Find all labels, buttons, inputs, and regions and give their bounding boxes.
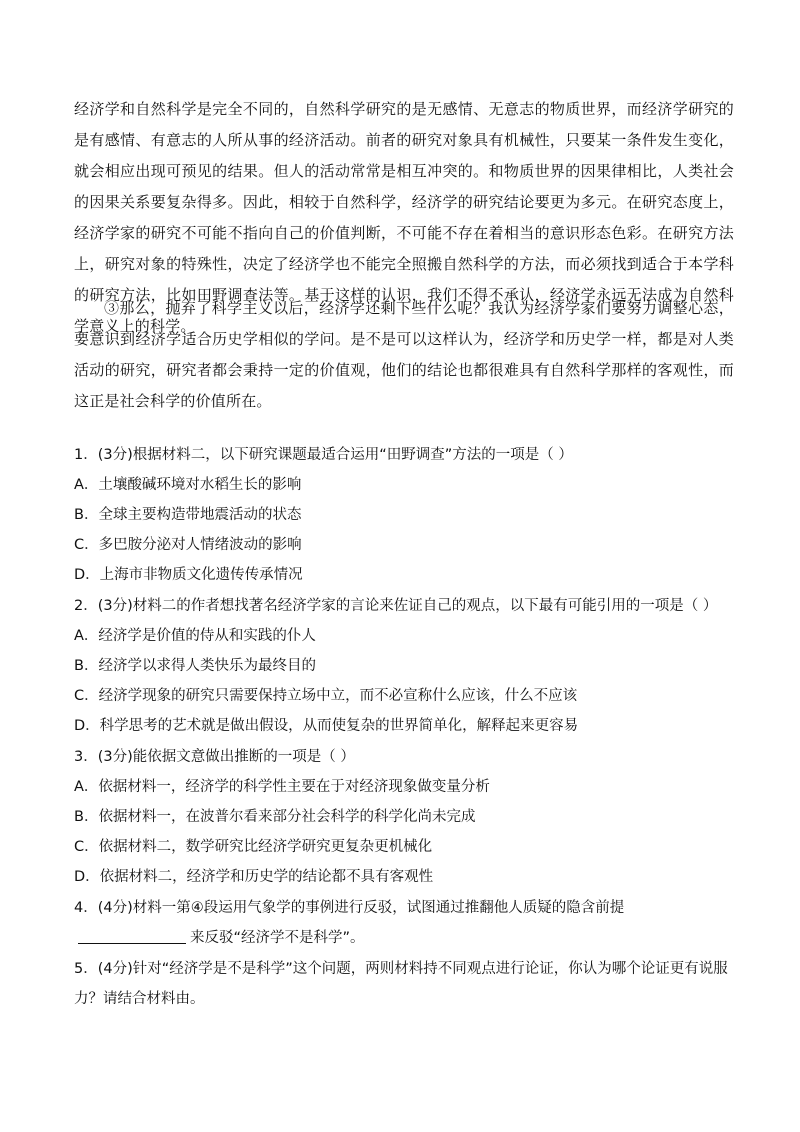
question-1-option-c: C．多巴胺分泌对人情绪波动的影响 — [74, 537, 302, 553]
question-3-option-a: A．依据材料一，经济学的科学性主要在于对经济现象做变量分析 — [74, 779, 490, 795]
answer-blank[interactable] — [78, 925, 186, 944]
question-5 — [74, 954, 734, 1014]
question-3-stem: 3．(3分)能依据文意做出推断的一项是（ ） — [74, 749, 355, 765]
question-1-option-a: A．土壤酸碱环境对水稻生长的影响 — [74, 477, 302, 493]
question-1-option-d: D．上海市非物质文化遗传传承情况 — [74, 567, 303, 583]
question-2-option-c: C．经济学现象的研究只需要保持立场中立，而不必宣称什么应该，什么不应该 — [74, 688, 578, 704]
question-5-text: 5．(4分)针对“经济学是不是科学”这个问题，两则材料持不同观点进行论证，你认为哪个论证更有说服力？请结合材料由。 — [74, 961, 728, 1007]
question-1-stem: 1．(3分)根据材料二，以下研究课题最适合运用“田野调查”方法的一项是（ ） — [74, 447, 573, 463]
question-1-option-b: B．全球主要构造带地震活动的状态 — [74, 507, 302, 523]
question-2-option-a: A．经济学是价值的侍从和实践的仆人 — [74, 628, 316, 644]
question-3-option-d: D．依据材料二，经济学和历史学的结论都不具有客观性 — [74, 869, 434, 885]
question-4-part-1: 4．(4分)材料一第④段运用气象学的事例进行反驳，试图通过推翻他人质疑的隐含前提 — [74, 900, 625, 916]
question-4 — [74, 893, 734, 953]
question-2-option-b: B．经济学以求得人类快乐为最终目的 — [74, 658, 316, 674]
passage-paragraph-1: 经济学和自然科学是完全不同的，自然科学研究的是无感情、无意志的物质世界，而经济学研究的是有感情、有意志的人所从事的经济活动。前者的研究对象具有机械性，只要某一条件发生变化，就会相应出现可预见的结果。但人的活动常常是相互冲突的。和物质世界的因果律相比，人类社会的因果关系要复杂得多。因此，相较于自然科学，经济学的研究结论要更为多元。在研究态度上，经济学家的研究不可能不指向自己的价值判断，不可能不存在着相当的意识形态色彩。在研究方法上，研究对象的特殊性，决定了经济学也不能完全照搬自然科学的方法，而必须找到适合于本学科的研究方法，比如田野调查法等。基于这样的认识，我们不得不承认，经济学永远无法成为自然科学意义上的科学。 — [74, 100, 734, 335]
question-3-option-b: B．依据材料一，在波普尔看来部分社会科学的科学化尚未完成 — [74, 809, 476, 825]
question-1 — [74, 440, 734, 590]
question-2-option-d: D．科学思考的艺术就是做出假设，从而使复杂的世界简单化，解释起来更容易 — [74, 718, 579, 734]
question-2-stem: 2．(3分)材料二的作者想找著名经济学家的言论来佐证自己的观点，以下最有可能引用的一项是（ ） — [74, 598, 718, 614]
question-3-option-c: C．依据材料二，数学研究比经济学研究更复杂更机械化 — [74, 839, 433, 855]
question-4-text — [74, 893, 734, 953]
question-4-part-2: 来反驳“经济学不是科学”。 — [190, 930, 365, 946]
passage-paragraph-2: ③那么，抛弃了科学主义以后，经济学还剩下些什么呢？我认为经济学家们要努力调整心态，要意识到经济学适合历史学相似的学问。是不是可以这样认为，经济学和历史学一样，都是对人类活动的研究，研究者都会秉持一定的价值观，他们的结论也都很难具有自然科学那样的客观性，而这正是社会科学的价值所在。 — [74, 299, 734, 410]
question-2 — [74, 591, 734, 741]
question-3 — [74, 742, 734, 892]
